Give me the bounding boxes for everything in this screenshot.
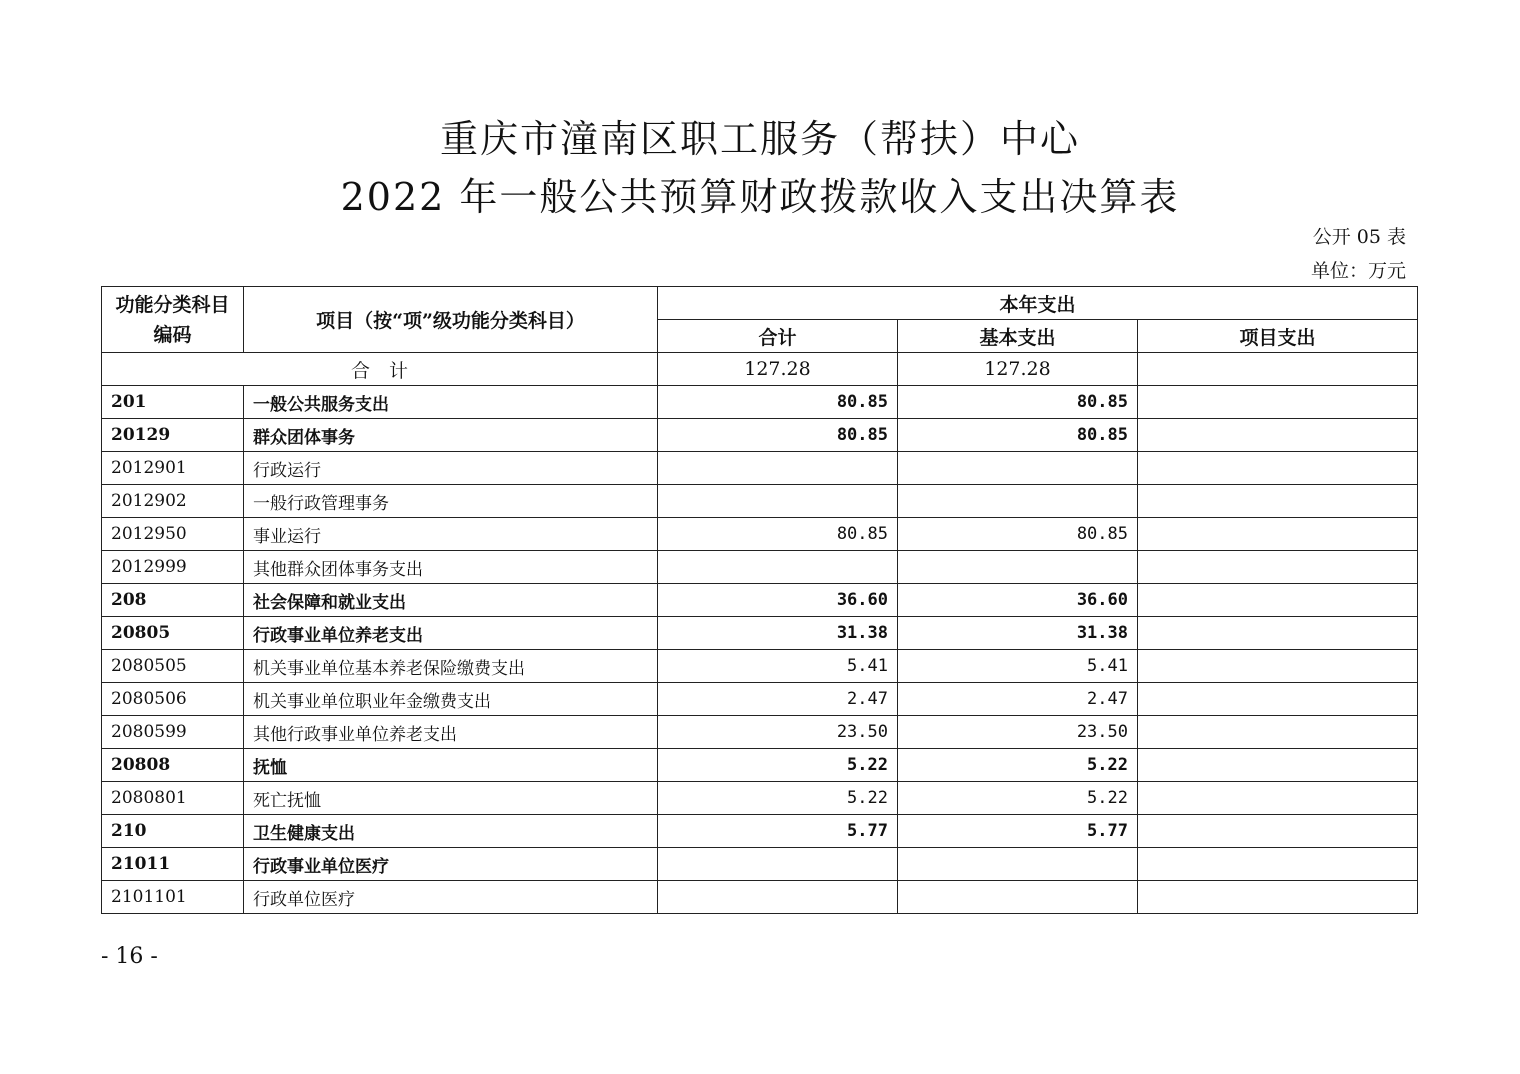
row-name: 一般公共服务支出	[244, 386, 658, 419]
table-row	[102, 419, 1418, 452]
row-basic: 31.38	[898, 617, 1138, 650]
row-total: 5.22	[658, 782, 898, 815]
row-basic: 2.47	[898, 683, 1138, 716]
unit-label: 单位：万元	[1310, 260, 1406, 282]
row-project	[1138, 848, 1418, 881]
row-name: 行政事业单位医疗	[244, 848, 658, 881]
row-code: 2012901	[102, 452, 244, 485]
row-total: 80.85	[658, 419, 898, 452]
table-row	[102, 386, 1418, 419]
row-code: 2101101	[102, 881, 244, 914]
row-project	[1138, 782, 1418, 815]
row-total	[658, 551, 898, 584]
row-basic: 80.85	[898, 518, 1138, 551]
row-name: 事业运行	[244, 518, 658, 551]
row-code: 2080801	[102, 782, 244, 815]
row-code: 2012950	[102, 518, 244, 551]
row-basic: 80.85	[898, 419, 1138, 452]
row-basic	[898, 485, 1138, 518]
row-project	[1138, 617, 1418, 650]
row-project	[1138, 485, 1418, 518]
row-basic	[898, 881, 1138, 914]
row-name: 机关事业单位基本养老保险缴费支出	[244, 650, 658, 683]
row-name: 抚恤	[244, 749, 658, 782]
table-row	[102, 716, 1418, 749]
row-basic	[898, 551, 1138, 584]
table-row	[102, 518, 1418, 551]
summary-total: 127.28	[658, 353, 898, 386]
table-row	[102, 650, 1418, 683]
row-name: 卫生健康支出	[244, 815, 658, 848]
row-name: 社会保障和就业支出	[244, 584, 658, 617]
row-code: 2080506	[102, 683, 244, 716]
table-row	[102, 485, 1418, 518]
row-basic: 36.60	[898, 584, 1138, 617]
header-total: 合计	[658, 320, 898, 353]
budget-table	[101, 286, 1418, 914]
row-basic: 5.22	[898, 782, 1138, 815]
row-name: 其他群众团体事务支出	[244, 551, 658, 584]
row-total: 31.38	[658, 617, 898, 650]
row-code: 21011	[102, 848, 244, 881]
header-project: 项目支出	[1138, 320, 1418, 353]
row-code: 2012999	[102, 551, 244, 584]
row-name: 群众团体事务	[244, 419, 658, 452]
row-project	[1138, 386, 1418, 419]
row-name: 其他行政事业单位养老支出	[244, 716, 658, 749]
row-total	[658, 452, 898, 485]
row-project	[1138, 749, 1418, 782]
summary-row	[102, 353, 1418, 386]
row-project	[1138, 419, 1418, 452]
row-basic	[898, 452, 1138, 485]
table-row	[102, 749, 1418, 782]
header-code: 功能分类科目编码	[102, 287, 244, 353]
row-total: 2.47	[658, 683, 898, 716]
row-project	[1138, 584, 1418, 617]
row-total	[658, 485, 898, 518]
header-row-1	[102, 287, 1418, 320]
row-project	[1138, 551, 1418, 584]
row-project	[1138, 881, 1418, 914]
row-code: 210	[102, 815, 244, 848]
row-code: 20129	[102, 419, 244, 452]
row-basic	[898, 848, 1138, 881]
row-total: 80.85	[658, 386, 898, 419]
row-name: 机关事业单位职业年金缴费支出	[244, 683, 658, 716]
row-code: 20808	[102, 749, 244, 782]
row-total: 80.85	[658, 518, 898, 551]
table-row	[102, 683, 1418, 716]
table-row	[102, 782, 1418, 815]
row-total: 23.50	[658, 716, 898, 749]
row-code: 201	[102, 386, 244, 419]
row-basic: 5.41	[898, 650, 1138, 683]
row-project	[1138, 716, 1418, 749]
row-code: 2080505	[102, 650, 244, 683]
row-project	[1138, 815, 1418, 848]
table-row	[102, 848, 1418, 881]
summary-project	[1138, 353, 1418, 386]
row-code: 2012902	[102, 485, 244, 518]
form-number: 公开 05 表	[1312, 226, 1406, 248]
row-total: 36.60	[658, 584, 898, 617]
table-row	[102, 452, 1418, 485]
row-total	[658, 881, 898, 914]
row-total: 5.41	[658, 650, 898, 683]
row-project	[1138, 452, 1418, 485]
header-current-year: 本年支出	[658, 287, 1418, 320]
page-number: - 16 -	[101, 944, 158, 969]
row-name: 行政单位医疗	[244, 881, 658, 914]
row-basic: 23.50	[898, 716, 1138, 749]
row-name: 死亡抚恤	[244, 782, 658, 815]
header-item: 项目（按“项”级功能分类科目）	[244, 287, 658, 353]
row-total: 5.77	[658, 815, 898, 848]
row-project	[1138, 518, 1418, 551]
row-basic: 5.22	[898, 749, 1138, 782]
row-name: 行政事业单位养老支出	[244, 617, 658, 650]
title-line-1: 重庆市潼南区职工服务（帮扶）中心	[439, 117, 1080, 161]
title-line-2: 2022 年一般公共预算财政拨款收入支出决算表	[340, 175, 1180, 219]
row-code: 20805	[102, 617, 244, 650]
row-code: 2080599	[102, 716, 244, 749]
table-row	[102, 584, 1418, 617]
row-total	[658, 848, 898, 881]
table-row	[102, 881, 1418, 914]
summary-label: 合 计	[102, 353, 658, 386]
table-row	[102, 551, 1418, 584]
table-row	[102, 617, 1418, 650]
row-basic: 5.77	[898, 815, 1138, 848]
row-total: 5.22	[658, 749, 898, 782]
row-project	[1138, 650, 1418, 683]
table-row	[102, 815, 1418, 848]
row-project	[1138, 683, 1418, 716]
row-name: 一般行政管理事务	[244, 485, 658, 518]
header-basic: 基本支出	[898, 320, 1138, 353]
row-name: 行政运行	[244, 452, 658, 485]
summary-basic: 127.28	[898, 353, 1138, 386]
row-basic: 80.85	[898, 386, 1138, 419]
row-code: 208	[102, 584, 244, 617]
